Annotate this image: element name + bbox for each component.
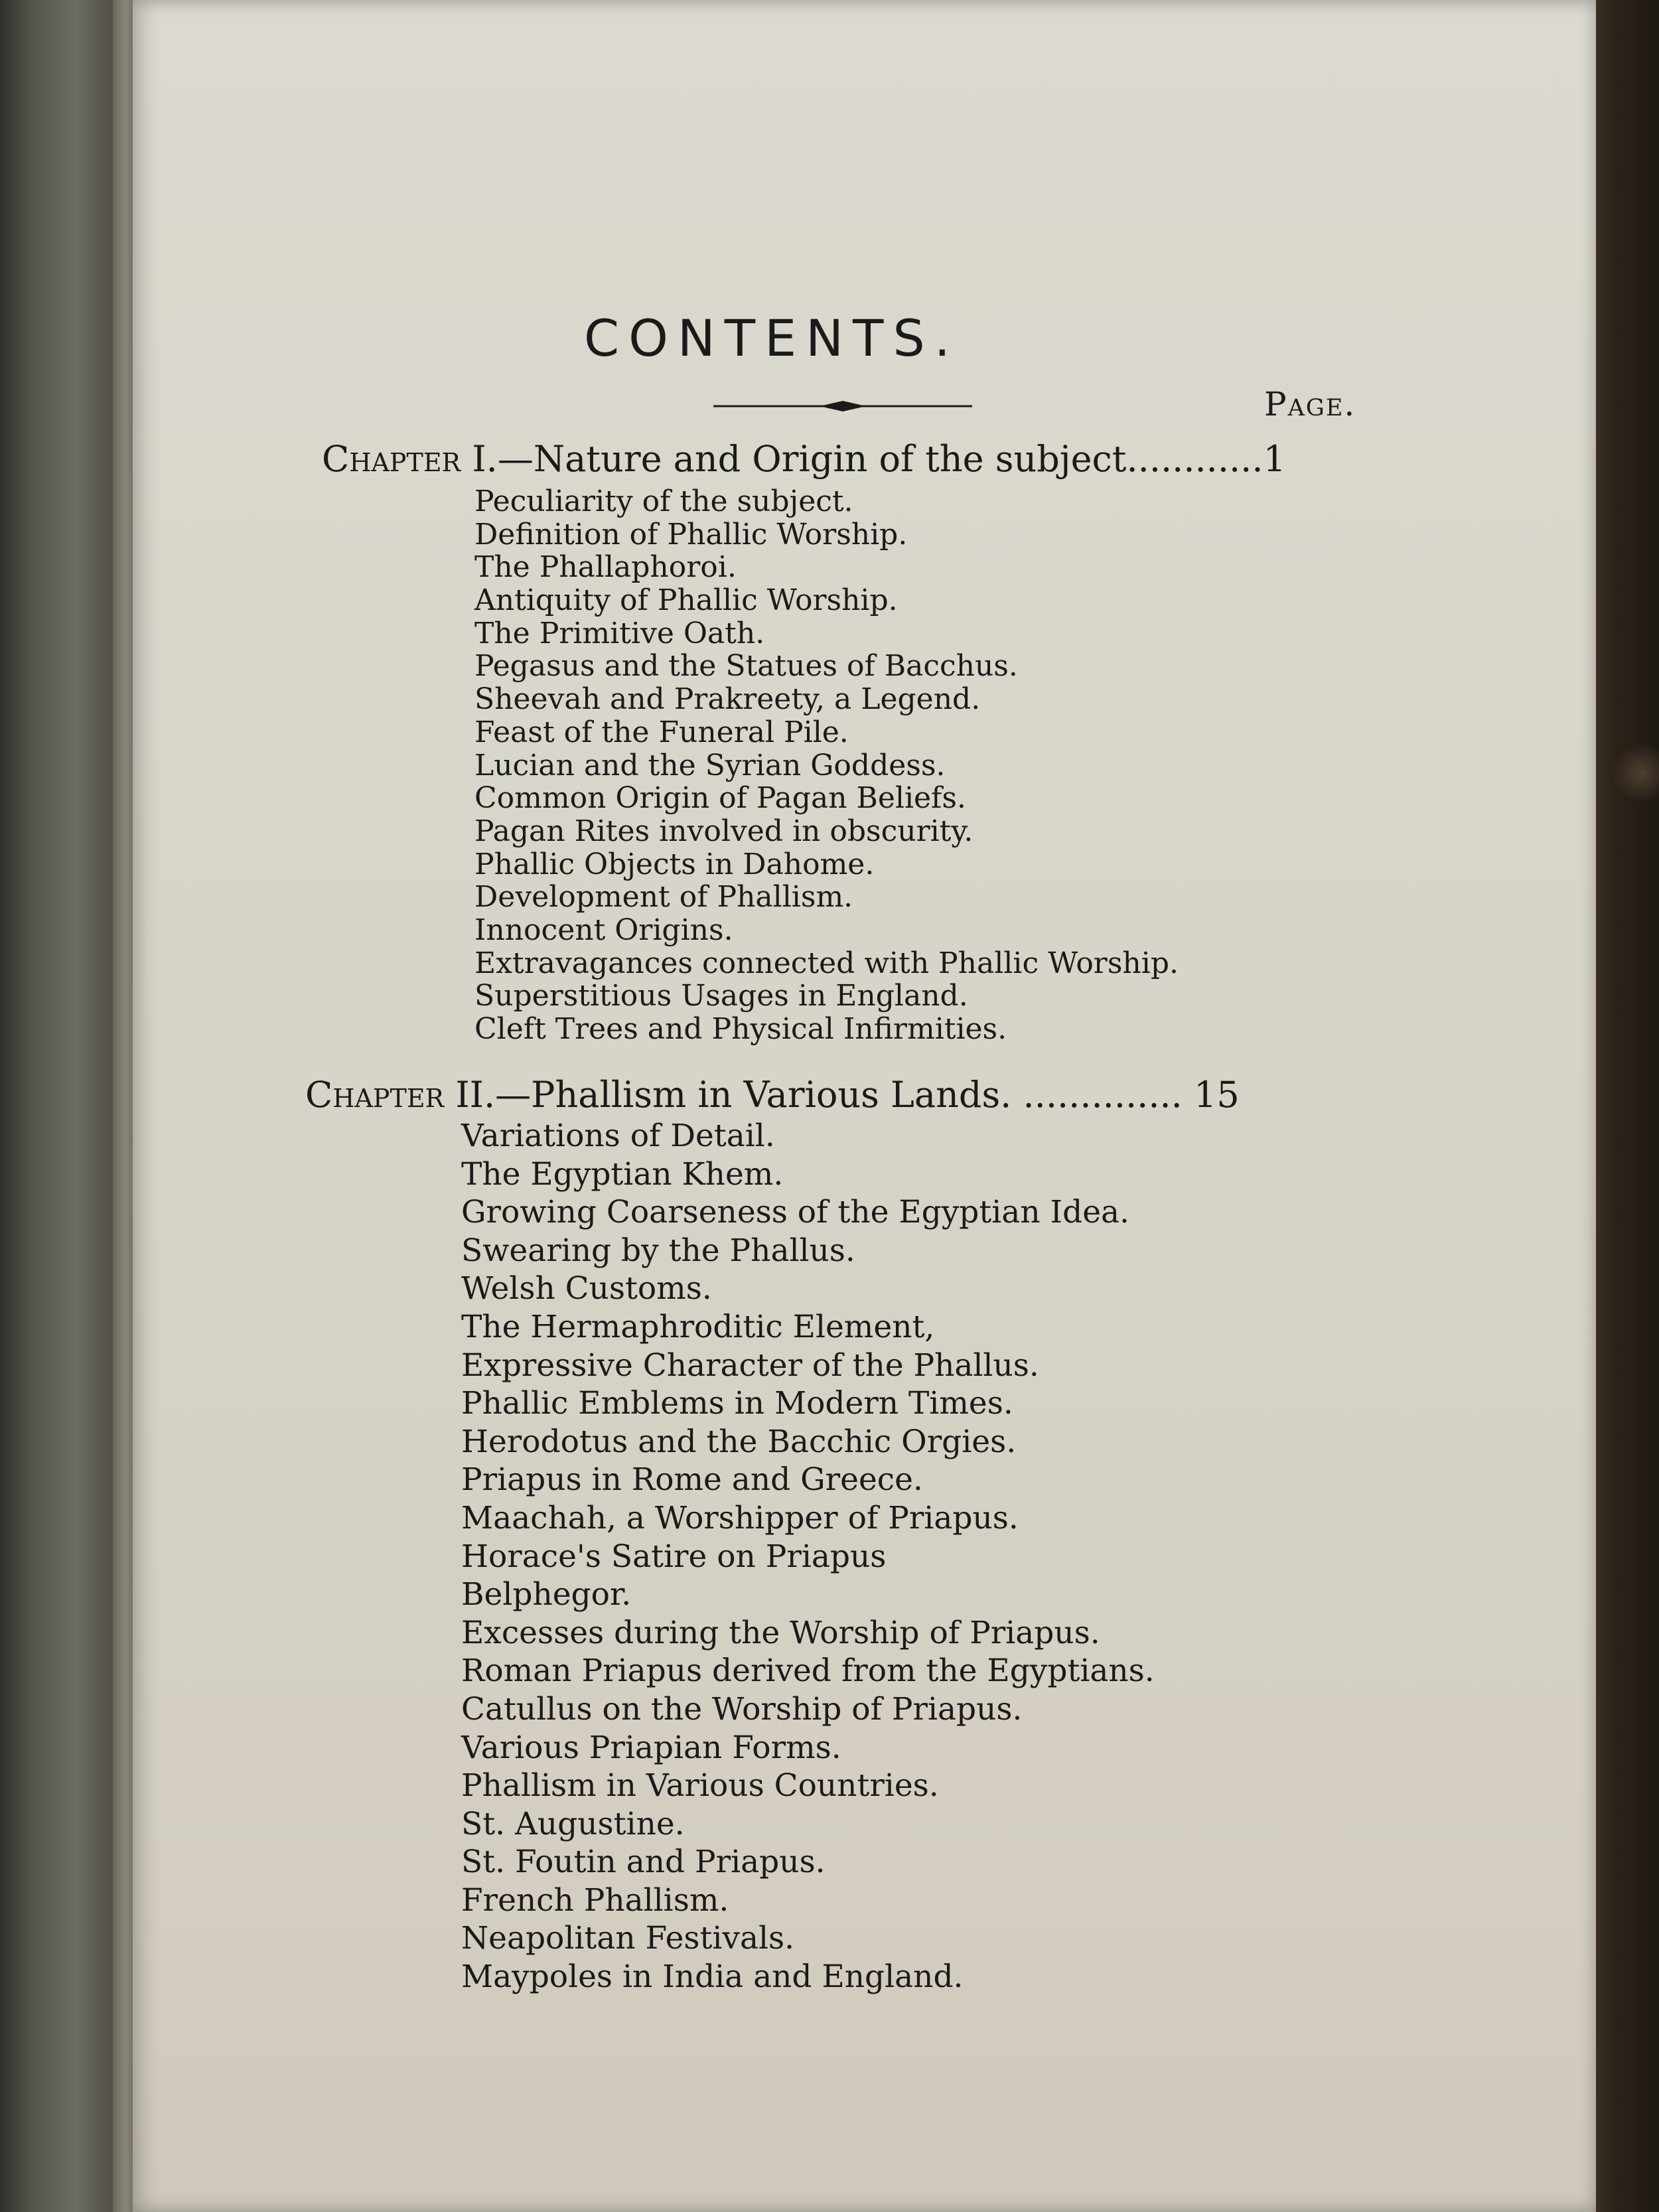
list-item: French Phallism. [461, 1881, 729, 1919]
dot-leader: ............ [1126, 438, 1263, 480]
page-column-label: Page. [1264, 385, 1356, 423]
list-item: Pegasus and the Statues of Bacchus. [474, 649, 1018, 684]
list-item: Definition of Phallic Worship. [474, 517, 908, 552]
chapter-page-number: 1 [1263, 438, 1286, 480]
chapter-topics-list [461, 1117, 1155, 1996]
chapter-label: Chapter II. [305, 1074, 496, 1116]
list-item: The Phallaphoroi. [474, 550, 737, 585]
list-item: Variations of Detail. [461, 1118, 775, 1154]
list-item: Feast of the Funeral Pile. [474, 715, 849, 749]
book-page [133, 0, 1596, 2212]
chapter-topics-list [474, 485, 1179, 1046]
list-item: Horace's Satire on Priapus [461, 1538, 887, 1575]
list-item: Expressive Character of the Phallus. [461, 1347, 1039, 1384]
dot-leader: .............. [1011, 1074, 1183, 1116]
list-item: The Primitive Oath. [474, 616, 765, 650]
list-item: Welsh Customs. [461, 1270, 712, 1307]
list-item: Phallic Emblems in Modern Times. [461, 1385, 1013, 1422]
list-item: Development of Phallism. [474, 880, 853, 915]
chapter-label: Chapter I. [322, 438, 498, 480]
chapter-title: —Nature and Origin of the subject [497, 438, 1127, 480]
list-item: Catullus on the Worship of Priapus. [461, 1690, 1023, 1728]
list-item: Priapus in Rome and Greece. [461, 1461, 923, 1499]
chapter-title: —Phallism in Various Lands. [495, 1074, 1012, 1116]
list-item: Lucian and the Syrian Goddess. [474, 748, 946, 782]
list-item: The Egyptian Khem. [461, 1155, 784, 1193]
list-item: Common Origin of Pagan Beliefs. [474, 781, 966, 816]
contents-heading: CONTENTS. [584, 309, 960, 368]
list-item: Various Priapian Forms. [461, 1729, 841, 1766]
list-item: Phallism in Various Countries. [461, 1767, 939, 1805]
list-item: Maachah, a Worshipper of Priapus. [461, 1499, 1019, 1536]
list-item: Superstitious Usages in England. [474, 979, 968, 1013]
list-item: Innocent Origins. [474, 913, 733, 947]
list-item: The Hermaphroditic Element, [461, 1308, 935, 1345]
list-item: Cleft Trees and Physical Infirmities. [474, 1012, 1007, 1046]
list-item: Swearing by the Phallus. [461, 1232, 855, 1269]
ornament-rule-icon [710, 400, 975, 413]
list-item: Roman Priapus derived from the Egyptians. [461, 1653, 1155, 1690]
list-item: Sheevah and Prakreety, a Legend. [474, 682, 981, 717]
list-item: St. Foutin and Priapus. [461, 1844, 826, 1881]
list-item: Growing Coarseness of the Egyptian Idea. [461, 1194, 1129, 1231]
list-item: Excesses during the Worship of Priapus. [461, 1614, 1100, 1651]
chapter-page-number: 15 [1194, 1074, 1240, 1116]
chapter-entry [305, 1074, 1240, 1116]
list-item: Herodotus and the Bacchic Orgies. [461, 1423, 1017, 1460]
list-item: Phallic Objects in Dahome. [474, 847, 875, 881]
list-item: Belphegor. [461, 1576, 632, 1613]
list-item: Peculiarity of the subject. [474, 484, 853, 518]
list-item: St. Augustine. [461, 1805, 685, 1842]
list-item: Antiquity of Phallic Worship. [474, 583, 898, 618]
list-item: Neapolitan Festivals. [461, 1920, 795, 1957]
list-item: Extravagances connected with Phallic Worship. [474, 946, 1179, 980]
chapter-entry [322, 438, 1286, 480]
list-item: Pagan Rites involved in obscurity. [474, 814, 974, 848]
list-item: Maypoles in India and England. [461, 1958, 964, 1996]
